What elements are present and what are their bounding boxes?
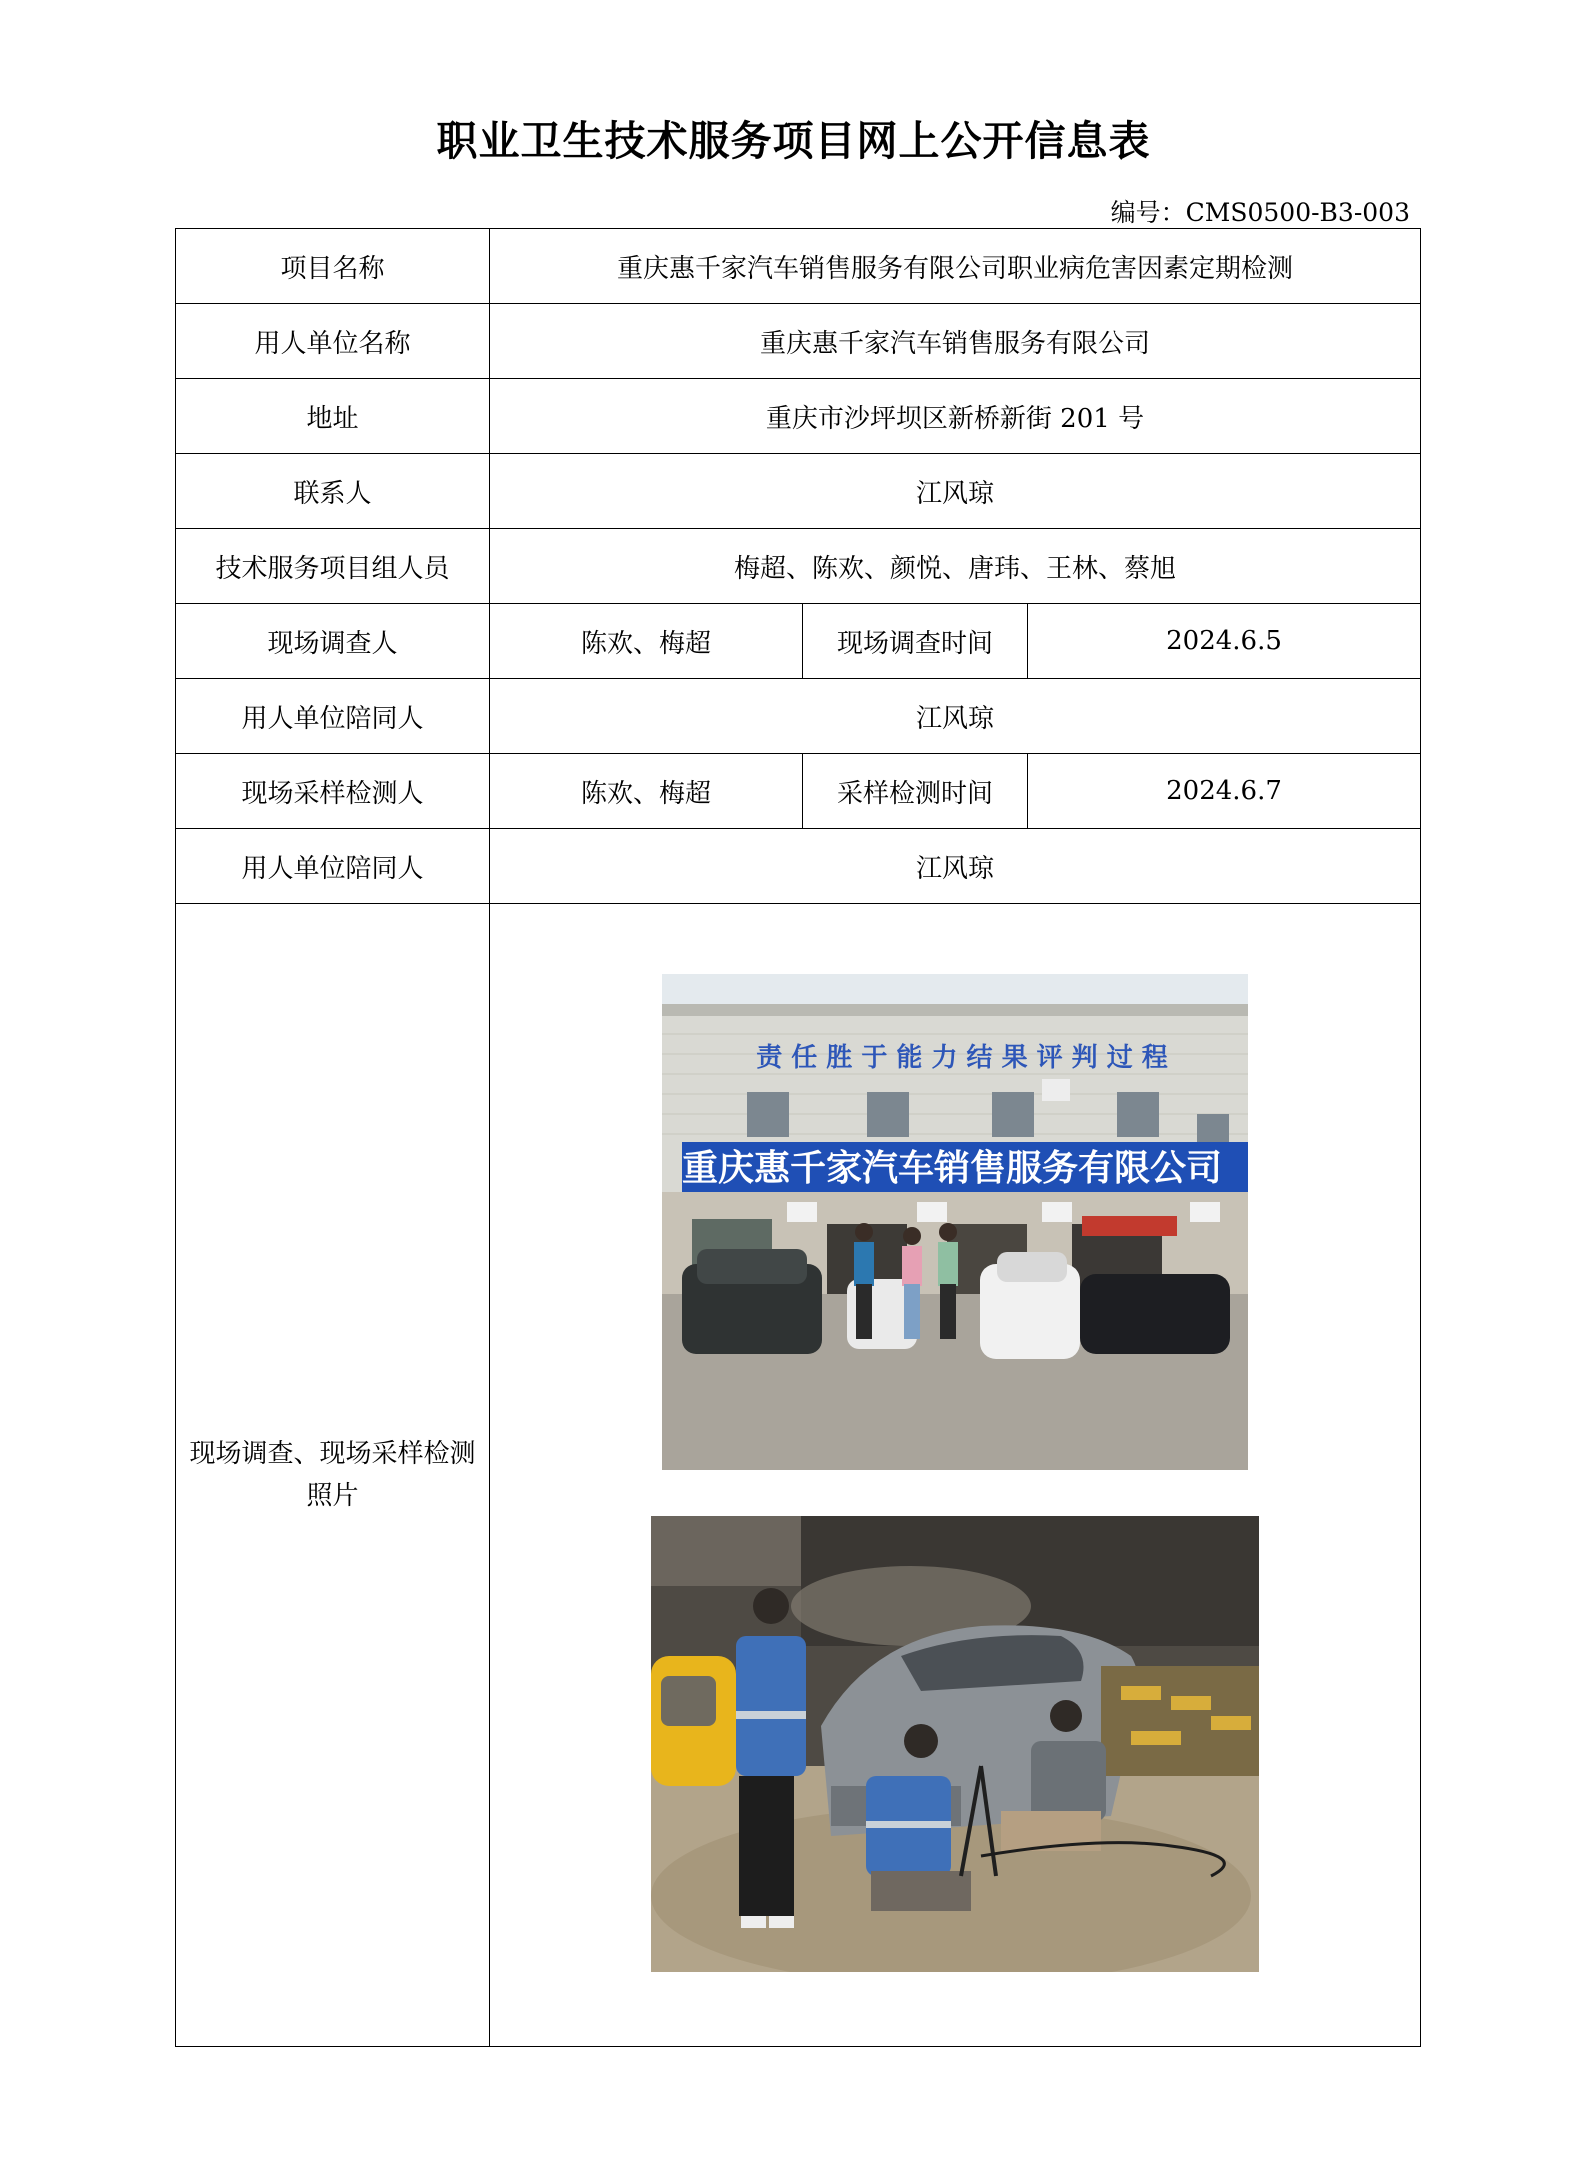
contact-value: 江风琼 (490, 454, 1421, 529)
photos-label: 现场调查、现场采样检测照片 (176, 904, 490, 2047)
row-employer-name (176, 304, 1421, 379)
row-escort-1 (176, 679, 1421, 754)
escort-2-label: 用人单位陪同人 (176, 829, 490, 904)
escort-2-value: 江风琼 (490, 829, 1421, 904)
info-table (175, 228, 1421, 2047)
row-project-name (176, 229, 1421, 304)
row-survey (176, 604, 1421, 679)
row-escort-2 (176, 829, 1421, 904)
survey-time-label: 现场调查时间 (803, 604, 1028, 679)
survey-label: 现场调查人 (176, 604, 490, 679)
escort-1-value: 江风琼 (490, 679, 1421, 754)
sampling-value: 陈欢、梅超 (490, 754, 803, 829)
sampling-label: 现场采样检测人 (176, 754, 490, 829)
document-number: 编号：CMS0500-B3-003 (1110, 198, 1410, 227)
sampling-photo (651, 1516, 1259, 1972)
photos-cell (490, 904, 1421, 2047)
sampling-time-value: 2024.6.7 (1028, 754, 1421, 829)
row-sampling (176, 754, 1421, 829)
row-contact (176, 454, 1421, 529)
row-photos (176, 904, 1421, 2047)
employer-name-label: 用人单位名称 (176, 304, 490, 379)
team-label: 技术服务项目组人员 (176, 529, 490, 604)
document-title: 职业卫生技术服务项目网上公开信息表 (436, 117, 1151, 165)
row-address (176, 379, 1421, 454)
slogan-text: 责 任 胜 于 能 力 结 果 评 判 过 程 (756, 1043, 1168, 1073)
team-value: 梅超、陈欢、颜悦、唐玮、王林、蔡旭 (490, 529, 1421, 604)
contact-label: 联系人 (176, 454, 490, 529)
site-survey-photo (662, 974, 1248, 1470)
escort-1-label: 用人单位陪同人 (176, 679, 490, 754)
survey-time-value: 2024.6.5 (1028, 604, 1421, 679)
project-name-value: 重庆惠千家汽车销售服务有限公司职业病危害因素定期检测 (490, 229, 1421, 304)
project-name-label: 项目名称 (176, 229, 490, 304)
address-value: 重庆市沙坪坝区新桥新街 201 号 (490, 379, 1421, 454)
survey-value: 陈欢、梅超 (490, 604, 803, 679)
address-label: 地址 (176, 379, 490, 454)
employer-name-value: 重庆惠千家汽车销售服务有限公司 (490, 304, 1421, 379)
sampling-time-label: 采样检测时间 (803, 754, 1028, 829)
company-sign: 重庆惠千家汽车销售服务有限公司 (681, 1148, 1223, 1189)
row-team (176, 529, 1421, 604)
